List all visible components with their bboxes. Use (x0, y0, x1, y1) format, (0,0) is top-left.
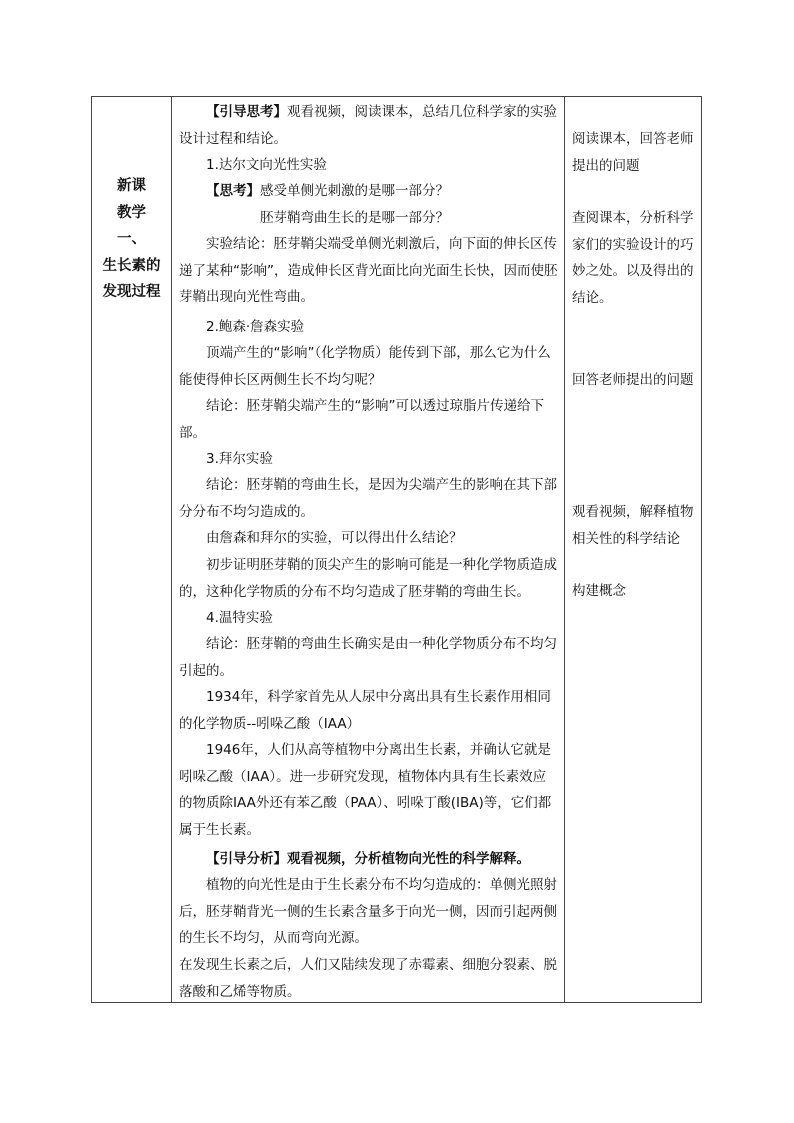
paragraph-question: 由詹森和拜尔的实验，可以得出什么结论？ (206, 530, 463, 546)
paragraph-jensen-heading: 2.鲍森·詹森实验 (206, 319, 305, 335)
section-line: 发现过程 (102, 284, 161, 300)
paragraph-darwin-conclusion: 实验结论：胚芽鞘尖端受单侧光刺激后，向下面的伸长区传递了某种“影响”，造成伸长区背光面比向光面生长快，因而使胚芽鞘出现向光性弯曲。 (179, 236, 558, 305)
section-line: 教学 (117, 204, 146, 221)
section-heading (92, 173, 171, 306)
paragraph-jensen-question: 顶端产生的“影响”（化学物质）能传到下部，那么它为什么能使得伸长区两侧生长不均匀呢？ (179, 345, 551, 388)
paragraph-guided-thinking (179, 99, 559, 152)
paragraph-preliminary-proof: 初步证明胚芽鞘的顶尖产生的影响可能是一种化学物质造成的，这种化学物质的分布不均匀造成了胚芽鞘的弯曲生长。 (179, 557, 557, 600)
label-guided-thinking: 【引导思考】 (206, 104, 287, 120)
paragraph-paal-heading: 3.拜尔实验 (206, 451, 273, 467)
activity-build-concept: 构建概念 (572, 583, 626, 599)
paragraph-think-2: 胚芽鞘弯曲生长的是哪一部分？ (260, 210, 449, 226)
paragraph-guided-analysis (179, 846, 559, 873)
paragraph-phototropism: 植物的向光性是由于生长素分布不均匀造成的：单侧光照射后，胚芽鞘背光一侧的生长素含量多于向光一侧，因而引起两侧的生长不均匀，从而弯向光源。 (179, 877, 557, 946)
section-line: 新课 (117, 178, 146, 194)
section-line: 一、 (117, 231, 146, 247)
paragraph-went-heading: 4.温特实验 (206, 610, 273, 626)
paragraph-jensen-conclusion: 结论：胚芽鞘尖端产生的“影响”可以透过琼脂片传递给下部。 (179, 398, 544, 441)
activity-answer: 回答老师提出的问题 (572, 372, 694, 388)
activity-read-answer: 阅读课本，回答老师提出的问题 (572, 131, 694, 174)
paragraph-paal-conclusion: 结论：胚芽鞘的弯曲生长，是因为尖端产生的影响在其下部分分布不均匀造成的。 (179, 477, 557, 520)
activity-analyze: 查阅课本，分析科学家们的实验设计的巧妙之处。以及得出的结论。 (572, 210, 694, 306)
text-guided-analysis: 观看视频，分析植物向光性的科学解释。 (287, 851, 530, 867)
label-guided-analysis: 【引导分析】 (206, 851, 287, 867)
section-line: 生长素的 (102, 257, 161, 274)
paragraph-1946: 1946年，人们从高等植物中分离出生长素，并确认它就是吲哚乙酸（IAA）。进一步研究发现，植物体内具有生长素效应的物质除IAA外还有苯乙酸（PAA）、吲哚丁酸(IBA)等，它们都属于生长素。 (179, 742, 552, 838)
teaching-content-column (171, 97, 564, 1002)
paragraph-think (179, 178, 559, 205)
section-column (92, 97, 171, 1002)
activity-watch-explain: 观看视频，解释植物相关性的科学结论 (572, 504, 694, 547)
student-activity-column (564, 97, 701, 1002)
lesson-table (91, 96, 702, 1003)
paragraph-1934: 1934年，科学家首先从人尿中分离出具有生长素作用相同的化学物质--吲哚乙酸（IAA） (179, 689, 551, 732)
text-guided-thinking: 观看视频，阅读课本，总结几位科学家的实验设计过程和结论。 (179, 104, 557, 147)
label-think: 【思考】 (206, 183, 260, 199)
text-think: 感受单侧光刺激的是哪一部分？ (260, 183, 449, 199)
paragraph-went-conclusion: 结论：胚芽鞘的弯曲生长确实是由一种化学物质分布不均匀引起的。 (179, 636, 557, 679)
paragraph-darwin-heading: 1.达尔文向光性实验 (206, 157, 327, 173)
paragraph-other-hormones: 在发现生长素之后，人们又陆续发现了赤霉素、细胞分裂素、脱落酸和乙烯等物质。 (179, 957, 557, 1000)
